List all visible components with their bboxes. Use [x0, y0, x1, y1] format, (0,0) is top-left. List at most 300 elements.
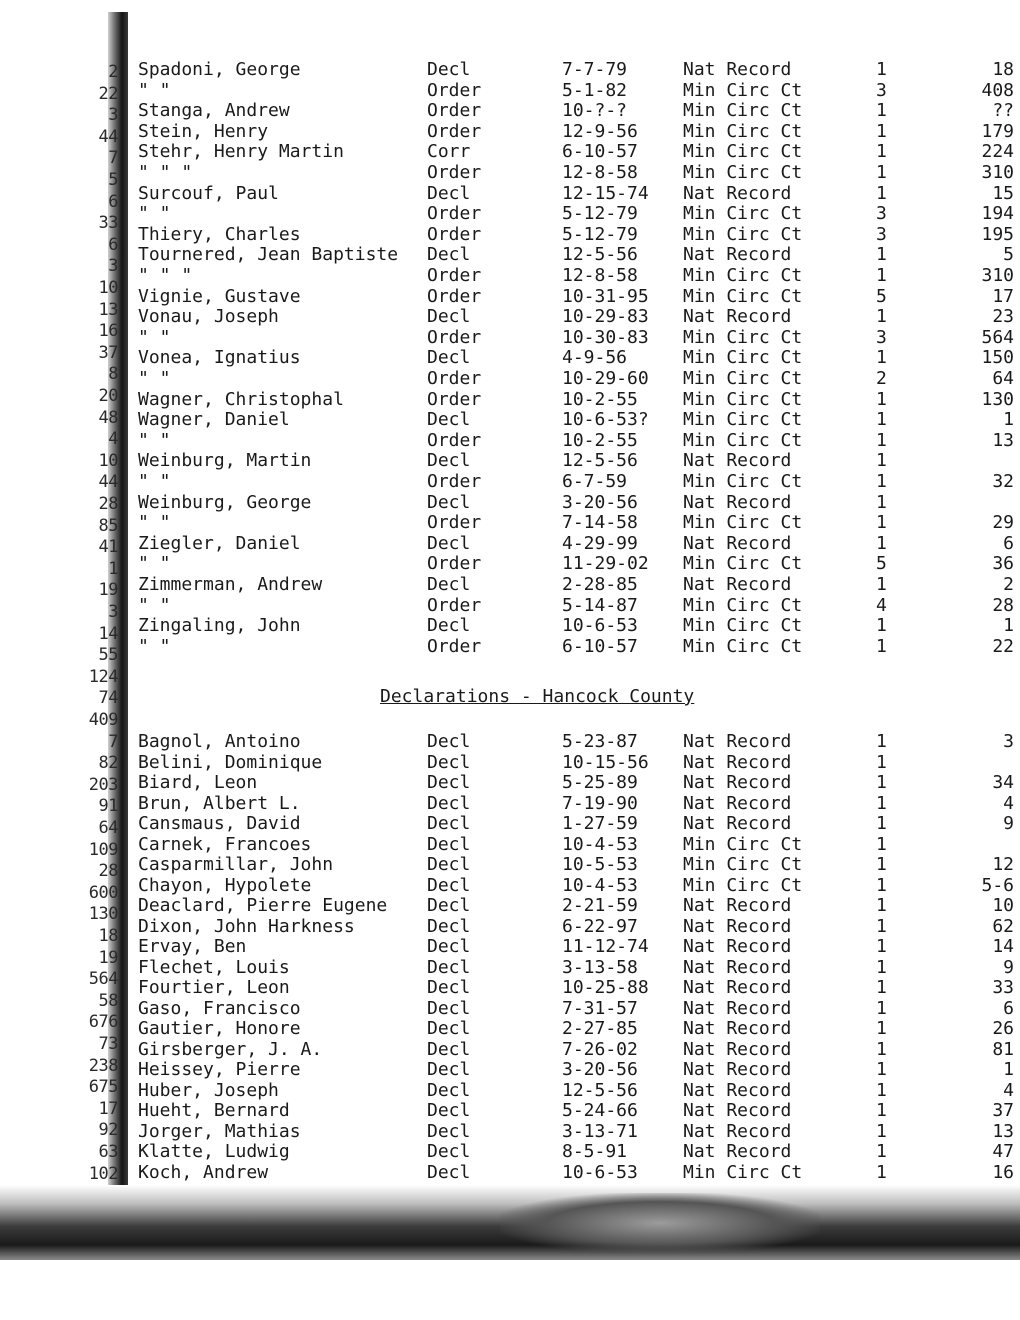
cell-court: Nat Record: [683, 1141, 792, 1162]
cell-page: 29: [992, 512, 1014, 534]
cell-name: Wagner, Christophal: [138, 388, 344, 410]
cell-date: 10-2-55: [562, 388, 638, 410]
cell-name: Cansmaus, David: [138, 813, 301, 834]
cell-name: " ": [138, 326, 171, 348]
table-row: [0, 184, 1020, 204]
cell-vol: 1: [876, 59, 887, 80]
table-row: [0, 876, 1020, 896]
margin-number: 92: [98, 1120, 118, 1141]
cell-type: Decl: [427, 347, 471, 369]
cell-type: Order: [427, 203, 482, 225]
table-row: [0, 163, 1020, 183]
table-row: [0, 1040, 1020, 1060]
cell-name: Wagner, Daniel: [138, 409, 290, 431]
margin-number: 14: [98, 623, 118, 644]
cell-date: 11-12-74: [562, 936, 649, 957]
cell-court: Nat Record: [683, 936, 792, 957]
cell-type: Decl: [427, 244, 471, 266]
cell-date: 12-8-58: [562, 162, 638, 183]
cell-type: Decl: [427, 895, 471, 916]
table-row: [0, 773, 1020, 793]
cell-type: Order: [427, 594, 482, 616]
table-row: [0, 1163, 1020, 1183]
cell-vol: 1: [876, 895, 887, 916]
cell-type: Decl: [427, 997, 471, 1019]
margin-number: 409: [88, 710, 118, 730]
cell-vol: 1: [876, 1079, 887, 1101]
scan-bottom-shadow: [0, 1185, 1020, 1260]
cell-date: 12-5-56: [562, 244, 638, 266]
cell-page: 9: [1003, 956, 1014, 978]
margin-number: 130: [88, 904, 118, 925]
table-row: [0, 1142, 1020, 1162]
cell-page: 10: [992, 895, 1014, 916]
cell-vol: 1: [876, 854, 887, 875]
cell-type: Decl: [427, 813, 471, 834]
cell-vol: 1: [876, 1059, 887, 1080]
cell-name: Vonau, Joseph: [138, 306, 279, 328]
table-row: [0, 753, 1020, 773]
cell-date: 12-5-56: [562, 1079, 638, 1101]
cell-vol: 1: [876, 833, 887, 855]
cell-name: " ": [138, 203, 171, 225]
cell-page: 34: [992, 772, 1014, 793]
cell-vol: 1: [876, 162, 887, 183]
cell-vol: 1: [876, 141, 887, 163]
cell-type: Order: [427, 162, 482, 183]
cell-vol: 1: [876, 265, 887, 286]
table-row: [0, 348, 1020, 368]
cell-name: Chayon, Hypolete: [138, 874, 312, 896]
cell-date: 6-10-57: [562, 635, 638, 657]
margin-number: 16: [98, 321, 118, 342]
cell-page: 18: [992, 59, 1014, 80]
cell-name: Thiery, Charles: [138, 223, 301, 245]
cell-vol: 1: [876, 182, 887, 204]
cell-vol: 1: [876, 874, 887, 896]
cell-name: Biard, Leon: [138, 772, 258, 793]
cell-date: 10-29-83: [562, 306, 649, 328]
cell-type: Decl: [427, 1120, 471, 1142]
cell-court: Nat Record: [683, 1059, 792, 1080]
table-row: [0, 142, 1020, 162]
cell-type: Decl: [427, 854, 471, 875]
table-row: [0, 835, 1020, 855]
cell-date: 10-6-53?: [562, 409, 649, 431]
cell-name: " ": [138, 471, 171, 492]
margin-number: 28: [98, 861, 118, 882]
cell-type: Order: [427, 368, 482, 389]
cell-vol: 5: [876, 553, 887, 575]
cell-page: 1: [1003, 409, 1014, 431]
cell-court: Min Circ Ct: [683, 326, 803, 348]
cell-name: Ziegler, Daniel: [138, 532, 301, 554]
margin-number: 17: [98, 1098, 118, 1119]
cell-court: Min Circ Ct: [683, 79, 803, 101]
cell-type: Decl: [427, 1038, 471, 1060]
table-row: [0, 81, 1020, 101]
cell-vol: 4: [876, 594, 887, 616]
cell-name: Weinburg, Martin: [138, 450, 312, 472]
cell-type: Decl: [427, 915, 471, 937]
cell-type: Decl: [427, 450, 471, 472]
cell-type: Decl: [427, 792, 471, 814]
cell-page: 22: [992, 635, 1014, 657]
table-row: [0, 1081, 1020, 1101]
cell-type: Order: [427, 429, 482, 451]
cell-type: Corr: [427, 141, 471, 163]
cell-type: Decl: [427, 491, 471, 513]
margin-number: 1: [108, 558, 118, 579]
margin-number: 8: [108, 364, 118, 385]
margin-number: 74: [98, 688, 118, 709]
cell-type: Decl: [427, 772, 471, 793]
cell-type: Decl: [427, 306, 471, 328]
cell-page: 1: [1003, 615, 1014, 637]
cell-page: 47: [992, 1141, 1014, 1162]
margin-number: 109: [88, 839, 118, 860]
margin-number: 44: [98, 472, 118, 493]
table-row: [0, 792, 1020, 817]
cell-page: 564: [981, 326, 1014, 348]
cell-court: Nat Record: [683, 792, 792, 814]
cell-vol: 1: [876, 956, 887, 978]
cell-date: 10-5-53: [562, 854, 638, 875]
cell-date: 12-9-56: [562, 120, 638, 142]
cell-name: Heissey, Pierre: [138, 1059, 301, 1080]
cell-date: 7-14-58: [562, 512, 638, 534]
cell-type: Decl: [427, 182, 471, 204]
table-row: [0, 307, 1020, 327]
cell-type: Decl: [427, 833, 471, 855]
cell-court: Nat Record: [683, 895, 792, 916]
margin-number: 41: [98, 537, 118, 558]
cell-page: 64: [992, 368, 1014, 389]
cell-court: Nat Record: [683, 751, 792, 773]
cell-date: 1-27-59: [562, 813, 638, 834]
cell-date: 12-8-58: [562, 265, 638, 286]
table-row: [0, 958, 1020, 978]
margin-number: 6: [108, 191, 118, 212]
table-row: [0, 896, 1020, 916]
cell-name: Casparmillar, John: [138, 854, 334, 875]
cell-type: Order: [427, 635, 482, 657]
cell-type: Decl: [427, 1141, 471, 1162]
cell-page: 195: [981, 223, 1014, 245]
cell-vol: 1: [876, 936, 887, 957]
margin-number: 203: [88, 774, 118, 795]
cell-date: 10-25-88: [562, 977, 649, 998]
cell-vol: 3: [876, 203, 887, 225]
cell-name: Klatte, Ludwig: [138, 1141, 290, 1162]
cell-date: 3-13-71: [562, 1120, 638, 1142]
cell-court: Nat Record: [683, 1018, 792, 1039]
margin-number: 91: [98, 796, 118, 817]
cell-court: Min Circ Ct: [683, 833, 803, 855]
table-row: [0, 554, 1020, 574]
cell-name: " " ": [138, 265, 193, 286]
cell-name: Spadoni, George: [138, 59, 301, 80]
cell-vol: 1: [876, 574, 887, 595]
table-row: [0, 637, 1020, 657]
cell-page: 23: [992, 306, 1014, 328]
cell-vol: 1: [876, 751, 887, 773]
cell-date: 6-22-97: [562, 915, 638, 937]
cell-page: 224: [981, 141, 1014, 163]
cell-date: 4-29-99: [562, 532, 638, 554]
margin-number: 7: [108, 731, 118, 752]
cell-date: 10-4-53: [562, 833, 638, 855]
cell-court: Nat Record: [683, 977, 792, 998]
cell-court: Nat Record: [683, 772, 792, 793]
cell-date: 2-27-85: [562, 1018, 638, 1039]
cell-vol: 1: [876, 306, 887, 328]
cell-page: 37: [992, 1100, 1014, 1121]
cell-court: Min Circ Ct: [683, 223, 803, 245]
cell-vol: 1: [876, 1120, 887, 1142]
cell-court: Min Circ Ct: [683, 203, 803, 225]
cell-name: " " ": [138, 162, 193, 183]
cell-name: Weinburg, George: [138, 491, 312, 513]
cell-date: 5-23-87: [562, 731, 638, 752]
cell-name: " ": [138, 368, 171, 389]
cell-page: 179: [981, 120, 1014, 142]
table-row: [0, 732, 1020, 752]
cell-court: Nat Record: [683, 491, 792, 513]
table-row: [0, 472, 1020, 492]
cell-date: 10-2-55: [562, 429, 638, 451]
margin-number: 63: [98, 1142, 118, 1162]
cell-name: Stein, Henry: [138, 120, 269, 142]
cell-vol: 5: [876, 285, 887, 307]
table-row: [0, 266, 1020, 286]
cell-name: Surcouf, Paul: [138, 182, 279, 204]
cell-name: Hueht, Bernard: [138, 1100, 290, 1121]
cell-court: Nat Record: [683, 731, 792, 752]
cell-court: Nat Record: [683, 1120, 792, 1142]
cell-name: Deaclard, Pierre Eugene: [138, 895, 388, 916]
cell-page: 4: [1003, 792, 1014, 814]
cell-name: " ": [138, 635, 171, 657]
cell-page: 130: [981, 388, 1014, 410]
cell-vol: 3: [876, 79, 887, 101]
cell-court: Nat Record: [683, 915, 792, 937]
cell-court: Nat Record: [683, 574, 792, 595]
margin-number: 20: [98, 386, 118, 406]
cell-type: Order: [427, 120, 482, 142]
cell-date: 12-15-74: [562, 182, 649, 204]
cell-court: Min Circ Ct: [683, 368, 803, 389]
margin-number: 102: [88, 1163, 118, 1184]
cell-type: Order: [427, 223, 482, 245]
cell-court: Nat Record: [683, 997, 792, 1019]
cell-page: 6: [1003, 997, 1014, 1019]
cell-page: 1: [1003, 1059, 1014, 1080]
margin-number: 600: [88, 882, 118, 903]
cell-name: " ": [138, 79, 171, 101]
cell-court: Min Circ Ct: [683, 874, 803, 896]
cell-date: 7-19-90: [562, 792, 638, 814]
cell-page: 6: [1003, 532, 1014, 554]
cell-date: 2-28-85: [562, 574, 638, 595]
cell-vol: 1: [876, 792, 887, 814]
margin-number: 675: [88, 1077, 118, 1098]
cell-name: Huber, Joseph: [138, 1079, 279, 1101]
table-row: [0, 60, 1020, 80]
margin-number: 3: [108, 105, 118, 126]
cell-court: Min Circ Ct: [683, 265, 803, 286]
margin-number: 18: [98, 926, 118, 946]
table-row: [0, 855, 1020, 875]
cell-vol: 1: [876, 1161, 887, 1183]
cell-court: Nat Record: [683, 182, 792, 204]
cell-court: Nat Record: [683, 813, 792, 834]
cell-name: Stehr, Henry Martin: [138, 141, 344, 163]
cell-court: Min Circ Ct: [683, 120, 803, 142]
cell-page: 26: [992, 1018, 1014, 1039]
cell-vol: 1: [876, 615, 887, 637]
table-row: [0, 1098, 1020, 1121]
cell-date: 10-6-53: [562, 1161, 638, 1183]
cell-name: Carnek, Francoes: [138, 833, 312, 855]
cell-date: 10-6-53: [562, 615, 638, 637]
cell-page: 17: [992, 285, 1014, 307]
cell-court: Min Circ Ct: [683, 162, 803, 183]
margin-number: 10: [98, 450, 118, 471]
cell-type: Decl: [427, 1079, 471, 1101]
cell-page: 33: [992, 977, 1014, 998]
margin-number: 676: [88, 1012, 118, 1033]
cell-name: Gaso, Francisco: [138, 997, 301, 1019]
cell-court: Nat Record: [683, 1079, 792, 1101]
cell-vol: 1: [876, 997, 887, 1019]
cell-name: Tournered, Jean Baptiste: [138, 244, 399, 266]
margin-number: 48: [98, 407, 118, 428]
cell-vol: 1: [876, 915, 887, 937]
margin-number: 55: [98, 645, 118, 666]
cell-date: 5-14-87: [562, 594, 638, 616]
cell-name: Koch, Andrew: [138, 1161, 269, 1183]
table-row: [0, 493, 1020, 513]
cell-court: Nat Record: [683, 306, 792, 328]
table-row: [0, 390, 1020, 410]
cell-date: 5-12-79: [562, 223, 638, 245]
margin-number: 238: [88, 1055, 118, 1076]
margin-number: 64: [98, 818, 118, 838]
section-heading: Declarations - Hancock County: [380, 686, 695, 707]
cell-name: Fourtier, Leon: [138, 977, 290, 998]
cell-court: Min Circ Ct: [683, 285, 803, 307]
cell-name: " ": [138, 429, 171, 451]
cell-court: Min Circ Ct: [683, 512, 803, 534]
cell-page: 150: [981, 347, 1014, 369]
cell-court: Min Circ Ct: [683, 409, 803, 431]
table-row: [0, 917, 1020, 937]
cell-name: Jorger, Mathias: [138, 1120, 301, 1142]
cell-vol: 1: [876, 347, 887, 369]
cell-page: 194: [981, 203, 1014, 225]
margin-number: 4: [108, 429, 118, 450]
margin-number: 6: [108, 234, 118, 255]
cell-name: Girsberger, J. A.: [138, 1038, 323, 1060]
cell-vol: 1: [876, 409, 887, 431]
cell-date: 7-26-02: [562, 1038, 638, 1060]
cell-date: 10-31-95: [562, 285, 649, 307]
cell-date: 4-9-56: [562, 347, 628, 369]
cell-type: Decl: [427, 874, 471, 896]
cell-type: Decl: [427, 1161, 471, 1183]
cell-court: Min Circ Ct: [683, 553, 803, 575]
table-row: [0, 1019, 1020, 1039]
table-row: [0, 596, 1020, 616]
margin-number: 85: [98, 515, 118, 536]
margin-number: 33: [98, 213, 118, 234]
cell-date: 6-7-59: [562, 471, 628, 492]
cell-date: 6-10-57: [562, 141, 638, 163]
cell-vol: 3: [876, 223, 887, 245]
cell-page: 2: [1003, 574, 1014, 595]
cell-page: 13: [992, 429, 1014, 451]
cell-page: 5-6: [981, 874, 1014, 896]
margin-number: 3: [108, 602, 118, 622]
cell-page: 32: [992, 471, 1014, 492]
cell-type: Decl: [427, 532, 471, 554]
cell-page: 13: [992, 1120, 1014, 1142]
cell-vol: 1: [876, 244, 887, 266]
table-row: [0, 431, 1020, 451]
cell-vol: 1: [876, 471, 887, 492]
cell-name: Vonea, Ignatius: [138, 347, 301, 369]
cell-court: Nat Record: [683, 956, 792, 978]
cell-date: 10-30-83: [562, 326, 649, 348]
margin-number: 13: [98, 299, 118, 320]
cell-court: Min Circ Ct: [683, 615, 803, 637]
cell-date: 3-20-56: [562, 491, 638, 513]
cell-court: Min Circ Ct: [683, 388, 803, 410]
cell-date: 12-5-56: [562, 450, 638, 472]
cell-page: 62: [992, 915, 1014, 937]
cell-name: Zimmerman, Andrew: [138, 574, 323, 595]
cell-type: Order: [427, 265, 482, 286]
margin-number: 124: [88, 666, 118, 687]
table-row: [0, 407, 1020, 431]
margin-number: 19: [98, 580, 118, 601]
margin-number: 7: [108, 148, 118, 169]
margin-number: 564: [88, 969, 118, 990]
cell-vol: 1: [876, 813, 887, 834]
cell-court: Min Circ Ct: [683, 854, 803, 875]
cell-vol: 1: [876, 1100, 887, 1121]
cell-vol: 1: [876, 1141, 887, 1162]
table-row: [0, 999, 1020, 1019]
table-row: [0, 534, 1020, 554]
table-row: [0, 287, 1020, 307]
cell-court: Nat Record: [683, 532, 792, 554]
margin-number: 3: [108, 256, 118, 277]
table-row: [0, 122, 1020, 142]
cell-type: Decl: [427, 731, 471, 752]
table-row: [0, 1060, 1020, 1080]
cell-page: 5: [1003, 244, 1014, 266]
cell-date: 5-24-66: [562, 1100, 638, 1121]
cell-type: Order: [427, 471, 482, 492]
cell-page: ??: [992, 100, 1014, 122]
cell-page: 408: [981, 79, 1014, 101]
cell-court: Min Circ Ct: [683, 1161, 803, 1183]
cell-page: 28: [992, 594, 1014, 616]
table-row: [0, 225, 1020, 245]
margin-number: 82: [98, 753, 118, 774]
